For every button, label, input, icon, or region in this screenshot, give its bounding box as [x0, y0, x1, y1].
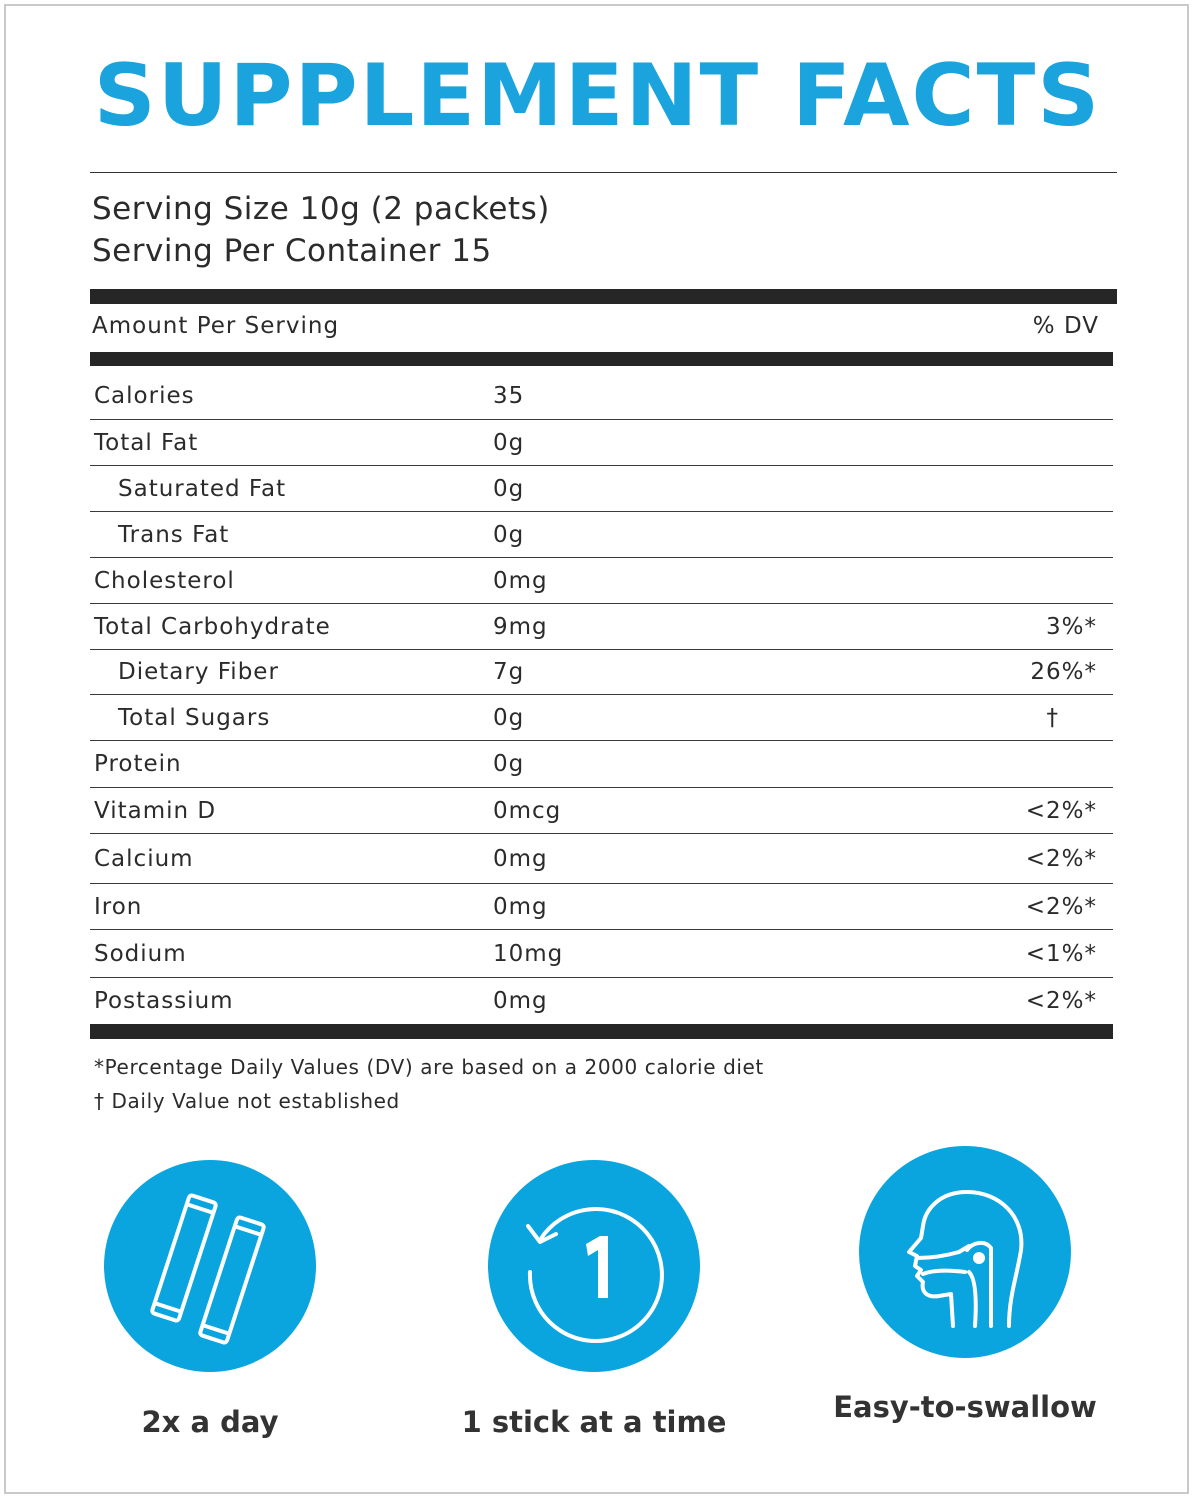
table-row	[90, 420, 1113, 466]
table-row	[90, 372, 1113, 420]
dv-header-label: % DV	[1032, 313, 1099, 339]
servings-per-container: Serving Per Container 15	[92, 233, 492, 269]
table-row	[90, 650, 1113, 695]
nutrient-amount: 0g	[493, 704, 525, 731]
nutrient-amount: 35	[493, 382, 525, 409]
table-row	[90, 466, 1113, 512]
nutrient-name: Trans Fat	[118, 521, 230, 548]
table-row	[90, 695, 1113, 741]
head-throat-icon	[859, 1146, 1071, 1358]
table-row	[90, 930, 1113, 978]
top-thick-rule	[90, 289, 1117, 304]
nutrient-dv: †	[1046, 704, 1059, 731]
nutrient-name: Total Fat	[94, 429, 199, 456]
table-row	[90, 834, 1113, 884]
nutrient-amount: 7g	[493, 659, 525, 685]
header-thick-rule	[90, 352, 1113, 366]
packets-icon	[104, 1160, 316, 1372]
nutrient-name: Vitamin D	[94, 797, 217, 824]
table-row	[90, 558, 1113, 604]
nutrient-name: Total Carbohydrate	[94, 613, 331, 640]
nutrient-table	[90, 372, 1113, 1024]
feature-label-one-stick: 1 stick at a time	[461, 1405, 727, 1439]
nutrient-name: Sodium	[94, 940, 187, 967]
nutrient-dv: <2%*	[1025, 893, 1097, 920]
nutrient-dv: <2%*	[1025, 988, 1097, 1014]
table-row	[90, 884, 1113, 930]
nutrient-amount: 0mg	[493, 988, 548, 1014]
nutrient-name: Protein	[94, 751, 182, 777]
nutrient-amount: 9mg	[493, 613, 548, 640]
nutrient-amount: 0mcg	[493, 797, 562, 824]
title-divider	[90, 172, 1117, 173]
nutrient-name: Saturated Fat	[118, 475, 287, 502]
serving-size: Serving Size 10g (2 packets)	[92, 191, 550, 227]
table-row	[90, 512, 1113, 558]
nutrient-name: Calcium	[94, 845, 194, 872]
nutrient-dv: 26%*	[1030, 659, 1097, 685]
nutrient-dv: <2%*	[1025, 797, 1097, 824]
table-row	[90, 604, 1113, 650]
nutrient-amount: 0mg	[493, 893, 548, 920]
nutrient-dv: <2%*	[1025, 845, 1097, 872]
nutrient-dv: <1%*	[1025, 940, 1097, 967]
table-row	[90, 978, 1113, 1024]
amount-per-serving-label: Amount Per Serving	[92, 313, 340, 339]
table-row	[90, 788, 1113, 834]
bottom-thick-rule	[90, 1024, 1113, 1039]
nutrient-dv: 3%*	[1046, 613, 1097, 640]
nutrient-amount: 10mg	[493, 940, 564, 967]
nutrient-amount: 0g	[493, 521, 525, 548]
nutrient-amount: 0g	[493, 751, 525, 777]
nutrient-name: Iron	[94, 893, 143, 920]
nutrient-amount: 0g	[493, 475, 525, 502]
nutrient-name: Calories	[94, 382, 195, 409]
nutrient-amount: 0mg	[493, 845, 548, 872]
nutrient-name: Postassium	[94, 988, 234, 1014]
nutrient-name: Total Sugars	[118, 704, 271, 731]
dagger-footnote: † Daily Value not established	[94, 1089, 400, 1113]
page-title: SUPPLEMENT FACTS	[93, 46, 1102, 146]
nutrient-amount: 0mg	[493, 567, 548, 594]
nutrient-name: Dietary Fiber	[118, 659, 279, 685]
dv-footnote: *Percentage Daily Values (DV) are based on a 2000 calorie diet	[94, 1055, 764, 1079]
feature-label-twice-daily: 2x a day	[141, 1405, 279, 1439]
one-stick-icon	[488, 1160, 700, 1372]
nutrient-amount: 0g	[493, 429, 525, 456]
feature-label-easy-to-swallow: Easy-to-swallow	[833, 1390, 1097, 1424]
nutrient-name: Cholesterol	[94, 567, 235, 594]
table-row	[90, 741, 1113, 788]
